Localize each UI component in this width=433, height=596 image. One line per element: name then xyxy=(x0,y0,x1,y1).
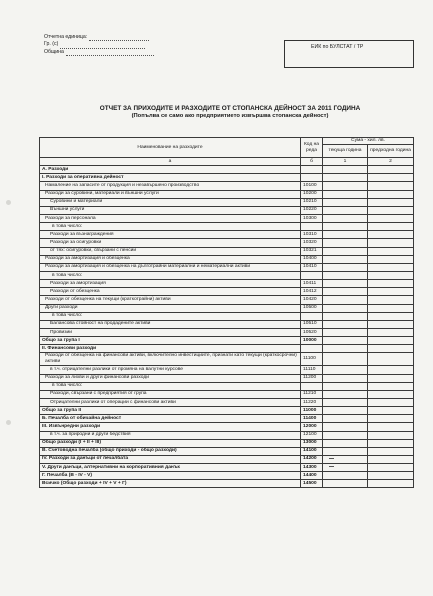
table-row xyxy=(40,206,414,214)
previous-year-cell[interactable] xyxy=(368,464,414,472)
row-code: 10300 xyxy=(301,214,323,222)
previous-year-cell[interactable] xyxy=(368,247,414,255)
previous-year-cell[interactable] xyxy=(368,182,414,190)
table-row xyxy=(40,464,414,472)
row-label: Балансова стойност на продадените активи xyxy=(40,320,301,328)
row-code: 12000 xyxy=(301,423,323,431)
col-index-a: а xyxy=(40,158,301,166)
previous-year-cell[interactable] xyxy=(368,366,414,374)
dash-mark xyxy=(329,466,334,467)
row-label: В. Счетоводна печалба (общо приходи - общо разходи) xyxy=(40,447,301,455)
current-year-cell[interactable] xyxy=(323,304,368,312)
row-code: 11000 xyxy=(301,407,323,415)
table-row xyxy=(40,382,414,390)
row-code: 10100 xyxy=(301,182,323,190)
table-row xyxy=(40,328,414,336)
row-label: III. Извънредни разходи xyxy=(40,423,301,431)
row-code xyxy=(301,345,323,353)
current-year-cell[interactable] xyxy=(323,271,368,279)
eik-label: ЕИК по БУЛСТАТ / ТР xyxy=(311,44,364,50)
col-header-code: Код на реда xyxy=(301,138,323,158)
current-year-cell[interactable] xyxy=(323,337,368,345)
current-year-cell[interactable] xyxy=(323,472,368,480)
row-code: 10220 xyxy=(301,206,323,214)
current-year-cell[interactable] xyxy=(323,415,368,423)
previous-year-cell[interactable] xyxy=(368,231,414,239)
row-label: в това число: xyxy=(40,382,301,390)
previous-year-cell[interactable] xyxy=(368,353,414,366)
current-year-cell[interactable] xyxy=(323,223,368,231)
punch-hole xyxy=(6,200,11,205)
table-row xyxy=(40,431,414,439)
current-year-cell[interactable] xyxy=(323,390,368,398)
row-code: 10000 xyxy=(301,337,323,345)
current-year-cell[interactable] xyxy=(323,398,368,406)
current-year-cell[interactable] xyxy=(323,255,368,263)
current-year-cell[interactable] xyxy=(323,366,368,374)
table-row xyxy=(40,231,414,239)
current-year-cell[interactable] xyxy=(323,345,368,353)
current-year-cell[interactable] xyxy=(323,174,368,182)
row-label: Общо за група I xyxy=(40,337,301,345)
row-label: Разходи за амортизация и обезценка xyxy=(40,255,301,263)
row-label: Б. Печалба от обичайна дейност xyxy=(40,415,301,423)
row-label: в т.ч. за природни и други бедствия xyxy=(40,431,301,439)
previous-year-cell[interactable] xyxy=(368,288,414,296)
current-year-cell[interactable] xyxy=(323,247,368,255)
municipality-field[interactable] xyxy=(66,50,154,56)
row-code: 10500 xyxy=(301,304,323,312)
current-year-cell[interactable] xyxy=(323,353,368,366)
row-code xyxy=(301,382,323,390)
col-index-1: 1 xyxy=(323,158,368,166)
current-year-cell[interactable] xyxy=(323,190,368,198)
row-label: IV. Разходи за данъци от печалбата xyxy=(40,455,301,463)
col-header-current-year: текуща година xyxy=(323,145,368,158)
previous-year-cell[interactable] xyxy=(368,382,414,390)
table-row xyxy=(40,296,414,304)
previous-year-cell[interactable] xyxy=(368,239,414,247)
table-row xyxy=(40,337,414,345)
row-label: Суровини и материали xyxy=(40,198,301,206)
row-code: 14300 xyxy=(301,464,323,472)
table-row xyxy=(40,439,414,447)
row-code xyxy=(301,312,323,320)
row-code: 10210 xyxy=(301,198,323,206)
current-year-cell[interactable] xyxy=(323,374,368,382)
col-index-b: б xyxy=(301,158,323,166)
row-label: V. Други данъци, алтернативни на корпоративния данък xyxy=(40,464,301,472)
current-year-cell[interactable] xyxy=(323,206,368,214)
table-row xyxy=(40,415,414,423)
city-label: Гр. (с) xyxy=(44,41,59,48)
previous-year-cell[interactable] xyxy=(368,390,414,398)
previous-year-cell[interactable] xyxy=(368,223,414,231)
row-code: 11200 xyxy=(301,374,323,382)
table-row xyxy=(40,271,414,279)
row-code: 10320 xyxy=(301,239,323,247)
current-year-cell[interactable] xyxy=(323,328,368,336)
row-label: А. Разходи xyxy=(40,166,301,174)
table-row xyxy=(40,198,414,206)
municipality-label: Община xyxy=(44,48,64,55)
row-label: Всичко (Общо разходи + IV + V + Г) xyxy=(40,480,301,488)
table-row xyxy=(40,288,414,296)
punch-hole xyxy=(6,420,11,425)
current-year-cell[interactable] xyxy=(323,296,368,304)
previous-year-cell[interactable] xyxy=(368,166,414,174)
row-code: 10412 xyxy=(301,288,323,296)
previous-year-cell[interactable] xyxy=(368,439,414,447)
previous-year-cell[interactable] xyxy=(368,214,414,222)
current-year-cell[interactable] xyxy=(323,288,368,296)
row-code xyxy=(301,223,323,231)
row-code: 12100 xyxy=(301,431,323,439)
previous-year-cell[interactable] xyxy=(368,423,414,431)
report-title: ОТЧЕТ ЗА ПРИХОДИТЕ И РАЗХОДИТЕ ОТ СТОПАНСКА ДЕЙНОСТ ЗА 2011 ГОДИНА xyxy=(99,105,361,112)
previous-year-cell[interactable] xyxy=(368,455,414,463)
table-row xyxy=(40,239,414,247)
row-label: II. Финансови разходи xyxy=(40,345,301,353)
table-row xyxy=(40,345,414,353)
current-year-cell[interactable] xyxy=(323,382,368,390)
row-label: Общо разходи (I + II + III) xyxy=(40,439,301,447)
previous-year-cell[interactable] xyxy=(368,415,414,423)
row-label: Разходи за персонала xyxy=(40,214,301,222)
previous-year-cell[interactable] xyxy=(368,206,414,214)
col-header-name: Наименование на разходите xyxy=(40,138,301,158)
row-label: в това число: xyxy=(40,271,301,279)
previous-year-cell[interactable] xyxy=(368,198,414,206)
current-year-cell[interactable] xyxy=(323,182,368,190)
row-code: 14500 xyxy=(301,480,323,488)
row-label: Външни услуги xyxy=(40,206,301,214)
table-row xyxy=(40,166,414,174)
previous-year-cell[interactable] xyxy=(368,407,414,415)
previous-year-cell[interactable] xyxy=(368,374,414,382)
row-code: 10310 xyxy=(301,231,323,239)
current-year-cell[interactable] xyxy=(323,231,368,239)
table-row xyxy=(40,214,414,222)
row-code xyxy=(301,166,323,174)
row-label: Разходи за амортизация и обезценка на дълготрайни материални и нематериални активи xyxy=(40,263,301,271)
previous-year-cell[interactable] xyxy=(368,480,414,488)
row-label: Отрицателни разлики от операции с финансови активи xyxy=(40,398,301,406)
row-label: Разходи за суровини, материали и външни услуги xyxy=(40,190,301,198)
current-year-cell[interactable] xyxy=(323,312,368,320)
table-row xyxy=(40,174,414,182)
previous-year-cell[interactable] xyxy=(368,328,414,336)
row-code: 10200 xyxy=(301,190,323,198)
previous-year-cell[interactable] xyxy=(368,398,414,406)
current-year-cell[interactable] xyxy=(323,431,368,439)
previous-year-cell[interactable] xyxy=(368,472,414,480)
city-field[interactable] xyxy=(60,43,145,49)
current-year-cell[interactable] xyxy=(323,320,368,328)
report-subtitle: (Попълва се само ако предприятието извършва стопанска дейност) xyxy=(131,113,329,119)
current-year-cell[interactable] xyxy=(323,407,368,415)
current-year-cell[interactable] xyxy=(323,447,368,455)
table-row xyxy=(40,374,414,382)
row-code xyxy=(301,174,323,182)
table-row xyxy=(40,398,414,406)
current-year-cell[interactable] xyxy=(323,423,368,431)
current-year-cell[interactable] xyxy=(323,280,368,288)
previous-year-cell[interactable] xyxy=(368,190,414,198)
previous-year-cell[interactable] xyxy=(368,174,414,182)
row-code: 10420 xyxy=(301,296,323,304)
table-row xyxy=(40,455,414,463)
col-header-sum: Сума - хил. лв. xyxy=(323,138,414,145)
previous-year-cell[interactable] xyxy=(368,296,414,304)
current-year-cell[interactable] xyxy=(323,198,368,206)
row-code: 14400 xyxy=(301,472,323,480)
reporting-unit-block xyxy=(44,34,154,56)
eik-box[interactable] xyxy=(284,40,414,68)
previous-year-cell[interactable] xyxy=(368,271,414,279)
row-code xyxy=(301,271,323,279)
previous-year-cell[interactable] xyxy=(368,337,414,345)
previous-year-cell[interactable] xyxy=(368,447,414,455)
row-label: Разходи от обезценка на текущи (краткотрайни) активи xyxy=(40,296,301,304)
current-year-cell[interactable] xyxy=(323,214,368,222)
row-label: Разходи за възнаграждения xyxy=(40,231,301,239)
col-index-2: 2 xyxy=(368,158,414,166)
row-label: Общо за група II xyxy=(40,407,301,415)
row-code: 11100 xyxy=(301,353,323,366)
row-label: в това число: xyxy=(40,223,301,231)
current-year-cell[interactable] xyxy=(323,263,368,271)
row-label: Намаление на запасите от продукция и незавършено производство xyxy=(40,182,301,190)
row-code: 14100 xyxy=(301,447,323,455)
row-code: 10400 xyxy=(301,255,323,263)
table-row xyxy=(40,390,414,398)
previous-year-cell[interactable] xyxy=(368,345,414,353)
row-label: в това число: xyxy=(40,312,301,320)
table-row xyxy=(40,223,414,231)
table-row xyxy=(40,353,414,366)
row-code: 10510 xyxy=(301,320,323,328)
table-row xyxy=(40,182,414,190)
row-label: в т.ч. отрицателни разлики от промяна на валутни курсове xyxy=(40,366,301,374)
table-row xyxy=(40,304,414,312)
table-row xyxy=(40,312,414,320)
table-row xyxy=(40,407,414,415)
row-label: Разходи от обезценка xyxy=(40,288,301,296)
table-row xyxy=(40,280,414,288)
reporting-unit-label: Отчетна единица: xyxy=(44,34,88,40)
row-label: Други разходи xyxy=(40,304,301,312)
row-code: 10520 xyxy=(301,328,323,336)
previous-year-cell[interactable] xyxy=(368,431,414,439)
reporting-unit-field[interactable] xyxy=(89,35,149,41)
previous-year-cell[interactable] xyxy=(368,280,414,288)
table-row xyxy=(40,423,414,431)
row-label: от тях: осигуровки, свързани с пенсии xyxy=(40,247,301,255)
row-code: 10411 xyxy=(301,280,323,288)
row-code: 10410 xyxy=(301,263,323,271)
table-row xyxy=(40,472,414,480)
row-label: Разходи, свързани с предприятия от група xyxy=(40,390,301,398)
table-row xyxy=(40,247,414,255)
row-label: Разходи от обезценка на финансови активи, включително инвестициите, признати като текущи (краткосрочни) активи xyxy=(40,353,301,366)
dash-mark xyxy=(329,458,334,459)
table-row xyxy=(40,190,414,198)
row-code: 14200 xyxy=(301,455,323,463)
table-row xyxy=(40,255,414,263)
current-year-cell[interactable] xyxy=(323,239,368,247)
row-code: 10321 xyxy=(301,247,323,255)
previous-year-cell[interactable] xyxy=(368,255,414,263)
previous-year-cell[interactable] xyxy=(368,304,414,312)
table-row xyxy=(40,480,414,488)
row-code: 11110 xyxy=(301,366,323,374)
table-row xyxy=(40,366,414,374)
row-code: 13000 xyxy=(301,439,323,447)
previous-year-cell[interactable] xyxy=(368,312,414,320)
row-label: Г. Печалба (В - IV - V) xyxy=(40,472,301,480)
row-label: Провизии xyxy=(40,328,301,336)
expenses-table xyxy=(39,137,414,488)
row-code: 11210 xyxy=(301,390,323,398)
col-header-previous-year: предходна година xyxy=(368,145,414,158)
previous-year-cell[interactable] xyxy=(368,320,414,328)
current-year-cell[interactable] xyxy=(323,464,368,472)
table-row xyxy=(40,320,414,328)
row-code: 11220 xyxy=(301,398,323,406)
row-label: Разходи за амортизация xyxy=(40,280,301,288)
current-year-cell[interactable] xyxy=(323,455,368,463)
row-label: Разходи за осигуровки xyxy=(40,239,301,247)
row-label: I. Разходи за оперативна дейност xyxy=(40,174,301,182)
table-row xyxy=(40,263,414,271)
current-year-cell[interactable] xyxy=(323,166,368,174)
current-year-cell[interactable] xyxy=(323,480,368,488)
table-row xyxy=(40,447,414,455)
row-code: 11400 xyxy=(301,415,323,423)
current-year-cell[interactable] xyxy=(323,439,368,447)
previous-year-cell[interactable] xyxy=(368,263,414,271)
row-label: Разходи за лихви и други финансови разходи xyxy=(40,374,301,382)
